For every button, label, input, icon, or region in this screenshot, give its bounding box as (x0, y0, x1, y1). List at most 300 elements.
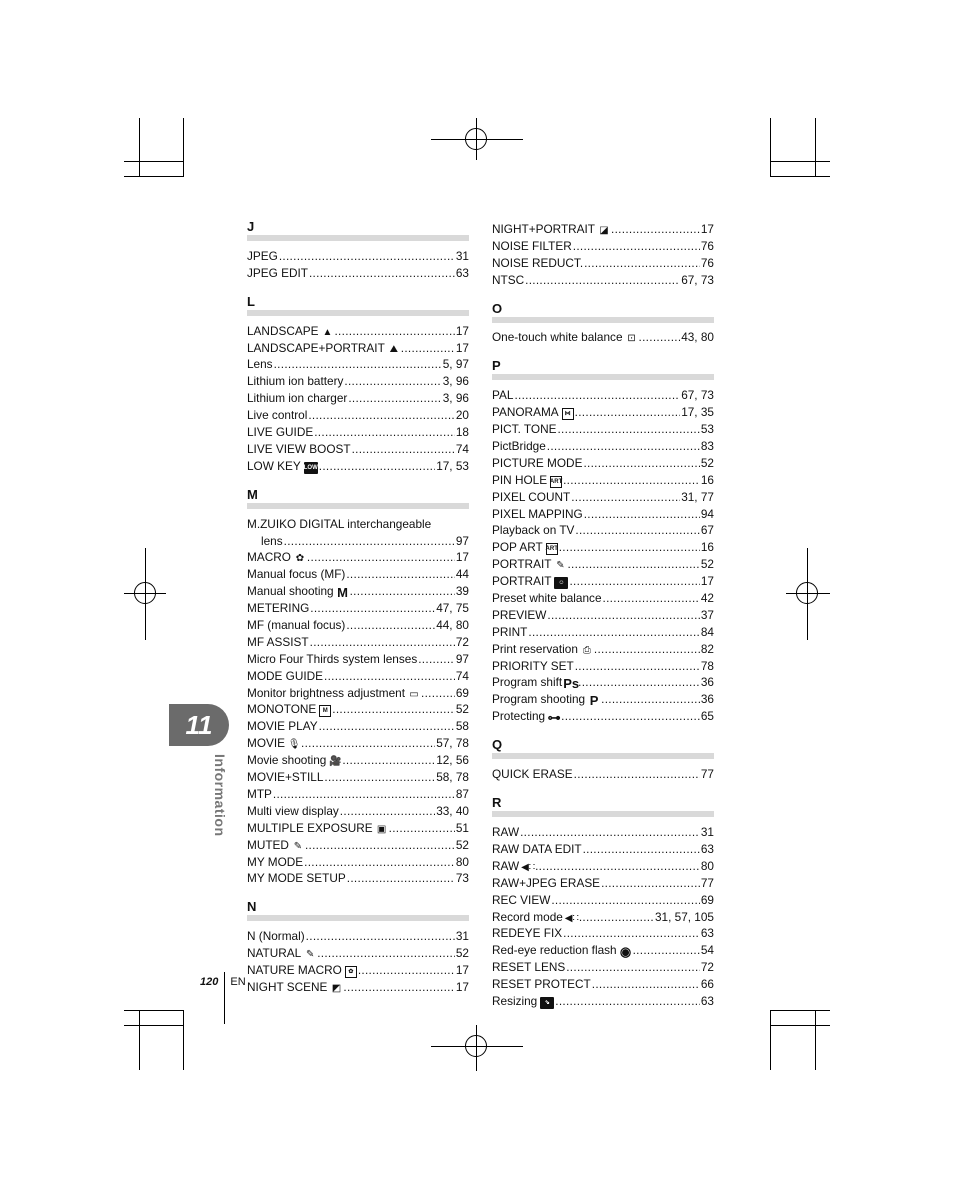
index-entry (492, 874, 714, 891)
dot-leader (348, 391, 441, 406)
entry-page-ref: 17 (455, 340, 469, 355)
index-entry (247, 684, 469, 701)
entry-label: RESET LENS (492, 960, 566, 975)
index-entry (247, 819, 469, 836)
index-section (492, 738, 714, 782)
entry-label: MOVIE (247, 736, 286, 751)
entry-page-ref: 73 (455, 871, 469, 886)
entry-page-ref: 17 (455, 979, 469, 994)
chapter-tab (169, 704, 229, 746)
index-section (492, 359, 714, 724)
entry-page-ref: 37 (700, 607, 714, 622)
entry-label: LANDSCAPE+PORTRAIT (247, 340, 385, 355)
index-entry (247, 667, 469, 684)
entry-label: Preset white balance (492, 591, 602, 606)
entry-page-ref: 52 (455, 837, 469, 852)
entry-label: PRIORITY SET (492, 658, 574, 673)
entry-page-ref: 42 (700, 591, 714, 606)
dot-leader (639, 330, 681, 345)
index-entry (492, 908, 714, 925)
entry-page-ref: 43, 80 (681, 330, 714, 345)
index-entry (492, 857, 714, 874)
crop-mark (183, 118, 184, 176)
entry-page-ref: 84 (700, 624, 714, 639)
program-shift-icon: Ps (563, 676, 580, 692)
index-entry (492, 765, 714, 782)
dot-leader (566, 960, 700, 975)
crop-mark (815, 118, 816, 176)
entry-page-ref: 31, 77 (681, 489, 714, 504)
entry-page-ref: 58, 78 (436, 770, 469, 785)
entry-page-ref: 33, 40 (436, 803, 469, 818)
entry-page-ref: 52 (700, 455, 714, 470)
entry-page-ref: 31 (455, 929, 469, 944)
entry-page-ref: 77 (700, 767, 714, 782)
dot-leader (344, 374, 441, 389)
index-entry (247, 650, 469, 667)
entry-page-ref: 17 (455, 323, 469, 338)
section-letter-heading: Q (492, 738, 714, 759)
dot-leader (563, 926, 700, 941)
entry-page-ref: 17, 35 (681, 405, 714, 420)
entry-label: lens (261, 533, 283, 548)
entry-label: Resizing (492, 993, 538, 1008)
dot-leader (555, 994, 700, 1009)
dot-leader (547, 439, 700, 454)
index-entry (492, 471, 714, 488)
entry-page-ref: 74 (455, 668, 469, 683)
index-entry (492, 941, 714, 958)
dot-leader (575, 523, 699, 538)
index-entry (247, 565, 469, 582)
entry-page-ref: 52 (700, 557, 714, 572)
section-letter-heading: M (247, 488, 469, 509)
dot-leader (557, 422, 699, 437)
index-entry (247, 356, 469, 373)
entry-page-ref: 83 (700, 439, 714, 454)
dot-leader (307, 550, 455, 565)
dot-leader (314, 425, 455, 440)
index-entry (492, 674, 714, 691)
entry-label: PIXEL MAPPING (492, 506, 583, 521)
entry-page-ref: 31 (700, 825, 714, 840)
index-entry (492, 823, 714, 840)
dot-leader (279, 249, 455, 264)
crop-mark (770, 1010, 830, 1011)
index-section (492, 220, 714, 288)
entry-page-ref: 52 (455, 702, 469, 717)
entry-page-ref: 58 (455, 719, 469, 734)
entry-page-ref: 74 (455, 441, 469, 456)
dot-leader (358, 963, 455, 978)
index-section (492, 796, 714, 1009)
index-section (492, 302, 714, 346)
entry-label: RAW DATA EDIT (492, 841, 582, 856)
index-entry (492, 454, 714, 471)
dot-leader (306, 929, 455, 944)
index-entry (492, 992, 714, 1009)
entry-label: MODE GUIDE (247, 668, 324, 683)
entry-label: MTP (247, 786, 272, 801)
index-entry (247, 423, 469, 440)
crop-mark (124, 1010, 184, 1011)
index-entry (492, 975, 714, 992)
dot-leader (574, 767, 700, 782)
one-touch-wb-icon: ⊡ (627, 333, 636, 345)
index-entry (492, 271, 714, 288)
index-entry (492, 925, 714, 942)
entry-page-ref: 3, 96 (442, 391, 469, 406)
entry-page-ref: 3, 96 (442, 374, 469, 389)
dot-leader (514, 388, 680, 403)
registration-mark (465, 1035, 487, 1057)
crop-mark (124, 1025, 184, 1026)
entry-label: PAL (492, 388, 514, 403)
entry-page-ref: 67, 73 (681, 272, 714, 287)
index-entry (247, 961, 469, 978)
index-entry (247, 768, 469, 785)
entry-page-ref: 39 (455, 584, 469, 599)
entry-page-ref: 80 (455, 854, 469, 869)
dot-leader (273, 787, 455, 802)
entry-label: PIXEL COUNT (492, 489, 571, 504)
muted-icon: ✎ (293, 840, 303, 852)
raw-quality-icon: ◀∷ (521, 861, 536, 873)
entry-page-ref: 72 (700, 960, 714, 975)
entry-label: NOISE FILTER (492, 238, 572, 253)
dot-leader (601, 692, 700, 707)
entry-label: Protecting (492, 709, 546, 724)
dot-leader (563, 473, 700, 488)
entry-label: MONOTONE (247, 702, 317, 717)
entry-page-ref: 54 (700, 943, 714, 958)
index-column-left (247, 220, 469, 1009)
entry-label: MACRO (247, 550, 291, 565)
entry-page-ref: 94 (700, 506, 714, 521)
dot-leader (274, 357, 442, 372)
entry-label: Lithium ion charger (247, 391, 348, 406)
entry-label: RESET PROTECT (492, 977, 591, 992)
index-entry (492, 589, 714, 606)
index-entry (492, 220, 714, 237)
index-entry (492, 606, 714, 623)
entry-label: N (Normal) (247, 929, 305, 944)
nature-macro-icon: ✿ (345, 966, 357, 978)
entry-label: MULTIPLE EXPOSURE (247, 820, 373, 835)
index-section (247, 900, 469, 995)
dot-leader (310, 601, 435, 616)
registration-mark (465, 128, 487, 150)
index-entry (247, 406, 469, 423)
index-entry (247, 870, 469, 887)
section-letter-heading: P (492, 359, 714, 380)
dot-leader (309, 266, 455, 281)
entry-label: REC VIEW (492, 892, 551, 907)
index-entry (247, 440, 469, 457)
dot-leader (594, 642, 700, 657)
dot-leader (352, 442, 455, 457)
entry-page-ref: 53 (700, 422, 714, 437)
pin-hole-icon: ART (550, 476, 562, 488)
entry-label: NIGHT+PORTRAIT (492, 221, 596, 236)
index-entry (247, 751, 469, 768)
entry-label: MF ASSIST (247, 634, 309, 649)
crop-mark (124, 176, 184, 177)
entry-page-ref: 66 (700, 977, 714, 992)
index-entry (492, 538, 714, 555)
entry-label: PICT. TONE (492, 422, 557, 437)
index-entry (247, 389, 469, 406)
dot-leader (583, 456, 699, 471)
index-entry (492, 386, 714, 403)
entry-page-ref: 17 (700, 221, 714, 236)
entry-label: NIGHT SCENE (247, 979, 328, 994)
dot-leader (284, 534, 455, 549)
entry-label: Micro Four Thirds system lenses (247, 651, 418, 666)
natural-icon: ✎ (305, 949, 315, 961)
entry-label: RAW (492, 825, 520, 840)
entry-label: NOISE REDUCT. (492, 255, 584, 270)
index-column-right (492, 220, 714, 1023)
entry-label: One-touch white balance (492, 330, 623, 345)
portrait-tone-icon: ✎ (556, 560, 565, 572)
dot-leader (571, 490, 680, 505)
entry-label: Monitor brightness adjustment (247, 685, 406, 700)
index-entry (247, 944, 469, 961)
entry-page-ref: 63 (700, 926, 714, 941)
entry-label: M.ZUIKO DIGITAL interchangeable (247, 516, 432, 531)
index-entry (492, 237, 714, 254)
dot-leader (418, 652, 455, 667)
dot-leader (547, 608, 699, 623)
index-entry (492, 891, 714, 908)
index-entry (492, 437, 714, 454)
entry-label: Lens (247, 357, 273, 372)
entry-page-ref: 20 (455, 408, 469, 423)
entry-page-ref: 77 (700, 875, 714, 890)
dot-leader (324, 770, 435, 785)
record-mode-icon: ◀∷ (564, 912, 579, 924)
manual-mode-icon: M (337, 585, 348, 601)
entry-label: LANDSCAPE (247, 323, 319, 338)
entry-label: POP ART (492, 540, 543, 555)
entry-page-ref: 17 (455, 550, 469, 565)
entry-label: PREVIEW (492, 607, 547, 622)
index-entry (492, 420, 714, 437)
index-entry (492, 488, 714, 505)
dot-leader (592, 977, 700, 992)
entry-page-ref: 82 (700, 641, 714, 656)
dot-leader (301, 736, 435, 751)
resize-icon: ⇘ (540, 997, 554, 1009)
dot-leader (319, 719, 455, 734)
index-entry (247, 549, 469, 566)
dot-leader (575, 405, 681, 420)
dot-leader (324, 669, 455, 684)
portrait-scene-icon: ☺ (554, 577, 568, 589)
index-entry (247, 785, 469, 802)
crop-mark (770, 118, 771, 176)
entry-page-ref: 63 (700, 841, 714, 856)
index-section (247, 295, 469, 474)
chapter-title: Information (212, 754, 228, 837)
multiple-exposure-icon: ▣ (376, 823, 387, 835)
entry-page-ref: 12, 56 (436, 753, 469, 768)
dot-leader (567, 557, 699, 572)
entry-label: PRINT (492, 624, 528, 639)
entry-page-ref: 36 (700, 692, 714, 707)
entry-page-ref: 31 (455, 248, 469, 263)
entry-label: RAW+JPEG ERASE (492, 875, 601, 890)
index-entry (247, 616, 469, 633)
entry-label: Live control (247, 408, 308, 423)
dot-leader (559, 540, 700, 555)
entry-page-ref: 31, 57, 105 (654, 909, 714, 924)
entry-page-ref: 57, 78 (436, 736, 469, 751)
dot-leader (569, 574, 699, 589)
index-entry (492, 690, 714, 707)
dot-leader (520, 825, 700, 840)
index-entry (492, 657, 714, 674)
dot-leader (421, 686, 455, 701)
index-entry (492, 505, 714, 522)
index-entry (247, 515, 469, 532)
entry-label: Record mode (492, 909, 563, 924)
entry-page-ref: 97 (455, 533, 469, 548)
entry-label: NATURE MACRO (247, 963, 342, 978)
dot-leader (317, 946, 455, 961)
entry-label: Lithium ion battery (247, 374, 344, 389)
entry-page-ref: 51 (455, 820, 469, 835)
footer-divider (224, 972, 225, 1024)
dot-leader (304, 855, 455, 870)
crop-mark (183, 1010, 184, 1070)
index-section (247, 488, 469, 887)
crop-mark (139, 1010, 140, 1070)
section-letter-heading: J (247, 220, 469, 241)
dot-leader (528, 625, 699, 640)
index-entry (247, 734, 469, 751)
dot-leader (573, 239, 700, 254)
entry-label: JPEG EDIT (247, 265, 308, 280)
entry-label: Red-eye reduction flash (492, 943, 617, 958)
landscape-icon: ▲ (322, 326, 333, 338)
low-key-icon: LOW (304, 462, 318, 474)
landscape-portrait-icon: ⛰ (389, 343, 398, 355)
entry-label: Program shooting (492, 692, 586, 707)
entry-label: MF (manual focus) (247, 618, 346, 633)
index-entry (247, 322, 469, 339)
index-entry (247, 717, 469, 734)
entry-label: Program shift (492, 675, 563, 690)
dot-leader (332, 702, 455, 717)
entry-page-ref: 47, 75 (436, 601, 469, 616)
entry-page-ref: 17 (700, 574, 714, 589)
dot-leader (319, 459, 435, 474)
index-entry (492, 840, 714, 857)
index-entry (492, 572, 714, 589)
dot-leader (308, 408, 455, 423)
entry-page-ref: 80 (700, 858, 714, 873)
section-letter-heading: R (492, 796, 714, 817)
entry-label: Manual shooting (247, 584, 334, 599)
entry-label: LIVE GUIDE (247, 425, 314, 440)
entry-page-ref: 69 (455, 685, 469, 700)
index-entry (492, 329, 714, 346)
entry-label: NATURAL (247, 946, 302, 961)
dot-leader (525, 273, 680, 288)
crop-mark (770, 176, 830, 177)
entry-page-ref: 16 (700, 540, 714, 555)
dot-leader (305, 838, 455, 853)
crop-mark (815, 1010, 816, 1070)
entry-label: PANORAMA (492, 405, 559, 420)
index-entry (247, 701, 469, 718)
entry-page-ref: 72 (455, 634, 469, 649)
dot-leader (346, 618, 435, 633)
entry-page-ref: 18 (455, 425, 469, 440)
index-entry (492, 403, 714, 420)
dot-leader (343, 980, 454, 995)
index-entry (492, 707, 714, 724)
pop-art-icon: ART (546, 543, 558, 555)
entry-label: PORTRAIT (492, 574, 552, 589)
entry-label: Movie shooting (247, 753, 327, 768)
dot-leader (584, 256, 700, 271)
index-entry (247, 633, 469, 650)
entry-page-ref: 63 (455, 265, 469, 280)
language-code: EN (230, 976, 246, 988)
entry-label: PictBridge (492, 439, 546, 454)
index-entry (247, 978, 469, 995)
dot-leader (611, 222, 700, 237)
dot-leader (578, 675, 700, 690)
dot-leader (535, 859, 700, 874)
entry-label: LOW KEY (247, 458, 301, 473)
entry-label: MY MODE SETUP (247, 871, 346, 886)
index-entry (492, 958, 714, 975)
index-entry (247, 532, 469, 549)
entry-label: REDEYE FIX (492, 926, 563, 941)
entry-label: PIN HOLE (492, 472, 548, 487)
dot-leader (579, 910, 654, 925)
index-entry (247, 372, 469, 389)
crop-mark (770, 1025, 830, 1026)
entry-page-ref: 36 (700, 675, 714, 690)
entry-page-ref: 16 (700, 472, 714, 487)
dot-leader (334, 324, 454, 339)
macro-icon: ✿ (295, 553, 305, 565)
entry-label: QUICK ERASE (492, 767, 573, 782)
dot-leader (633, 943, 700, 958)
dot-leader (401, 341, 455, 356)
dot-leader (603, 591, 700, 606)
print-reservation-icon: ⎙ (582, 644, 591, 656)
monitor-brightness-icon: ▭ (409, 688, 419, 700)
index-entry (247, 582, 469, 599)
entry-page-ref: 65 (700, 709, 714, 724)
index-entry (247, 599, 469, 616)
dot-leader (310, 635, 455, 650)
monotone-icon: M (319, 705, 331, 717)
section-letter-heading: O (492, 302, 714, 323)
entry-page-ref: 67, 73 (681, 388, 714, 403)
red-eye-icon: ◉ (619, 944, 632, 960)
entry-label: Playback on TV (492, 523, 575, 538)
page-footer (200, 976, 246, 988)
index-entry (247, 247, 469, 264)
entry-label: PORTRAIT (492, 557, 552, 572)
